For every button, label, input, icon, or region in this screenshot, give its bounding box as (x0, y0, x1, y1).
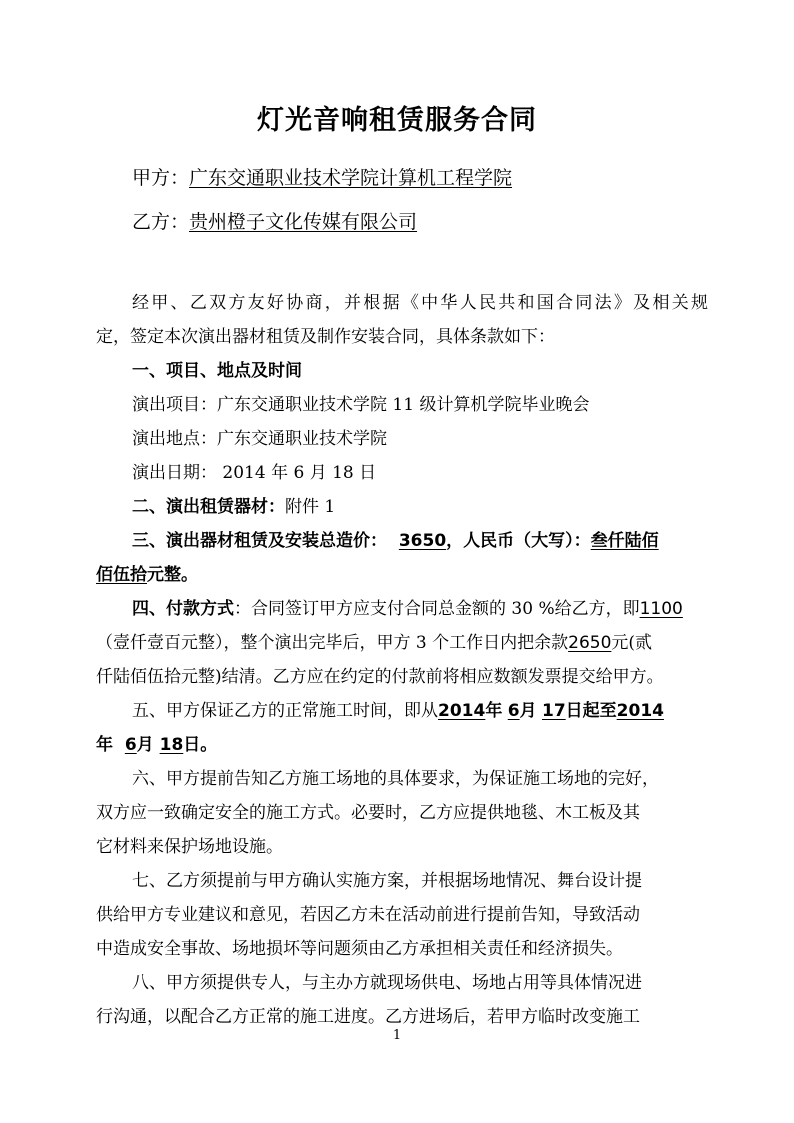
section-7-line-1: 七、乙方须提前与甲方确认实施方案，并根据场地情况、舞台设计提 (132, 871, 642, 891)
end-day: 18 (159, 735, 184, 755)
section-2-heading: 二、演出租赁器材： (132, 497, 285, 517)
section-1-heading: 一、项目、地点及时间 (132, 361, 302, 381)
section-4-text-3: 元(贰 (611, 633, 653, 653)
section-6-line-1: 六、甲方提前告知乙方施工场地的具体要求，为保证施工场地的完好， (132, 769, 659, 789)
party-b (132, 207, 417, 234)
rmb-value-part-2: 佰伍拾 (96, 565, 147, 585)
section-4-line-3: 仟陆佰伍拾元整)结清。乙方应在约定的付款前将相应数额发票提交给甲方。 (96, 667, 664, 687)
section-7-line-3: 中造成安全事故、场地损坏等问题须由乙方承担相关责任和经济损失。 (96, 939, 623, 959)
end-year-unit: 年 (96, 735, 113, 755)
project-line: 演出项目：广东交通职业技术学院 11 级计算机学院毕业晚会 (132, 395, 590, 415)
start-year-unit: 年 (485, 701, 503, 721)
section-4-line-2 (96, 626, 708, 660)
location-line: 演出地点：广东交通职业技术学院 (132, 429, 387, 449)
party-b-value: 贵州橙子文化传媒有限公司 (189, 211, 418, 233)
section-5-line-1 (96, 694, 708, 728)
section-4-text-2: （壹仟壹百元整），整个演出完毕后，甲方 3 个工作日内把余款 (96, 633, 569, 653)
section-5-line-2 (96, 728, 708, 762)
section-5-text: 五、甲方保证乙方的正常施工时间，即从 (132, 701, 438, 721)
intro-line-2: 定，签定本次演出器材租赁及制作安装合同，具体条款如下： (96, 327, 555, 347)
rmb-label: ，人民币（大写）： (446, 531, 591, 551)
intro-line-1: 经甲、乙双方友好协商，并根据《中华人民共和国合同法》及相关规 (132, 293, 708, 313)
party-b-label: 乙方： (132, 211, 190, 233)
start-month-unit: 月 (519, 701, 537, 721)
balance-amount: 2650 (568, 633, 612, 653)
contract-body (96, 286, 708, 1034)
end-month: 6 (124, 735, 137, 755)
party-a-value: 广东交通职业技术学院计算机工程学院 (189, 167, 513, 189)
section-2-value: 附件 1 (285, 497, 336, 517)
date-line: 演出日期： 2014 年 6 月 18 日 (132, 463, 377, 483)
start-month: 6 (507, 701, 520, 721)
section-8-line-1: 八、甲方须提供专人，与主办方就现场供电、场地占用等具体情况进 (132, 973, 642, 993)
section-3-line-1 (96, 524, 708, 558)
page-number: 1 (392, 1028, 402, 1043)
total-amount: 3650 (398, 531, 447, 551)
end-month-unit: 月 (136, 735, 154, 755)
deposit-amount: 1100 (639, 599, 683, 619)
end-year: 2014 (616, 701, 664, 721)
section-6-line-2: 双方应一致确定安全的施工方式。必要时，乙方应提供地毯、木工板及其 (96, 803, 640, 823)
section-7-line-2: 供给甲方专业建议和意见，若因乙方未在活动前进行提前告知，导致活动 (96, 905, 640, 925)
section-3-heading: 三、演出器材租赁及安装总造价： (132, 531, 387, 551)
section-2-line (96, 490, 708, 524)
section-4-text-1: ：合同签订甲方应支付合同总金额的 30 %给乙方，即 (234, 599, 640, 619)
end-day-unit: 日。 (183, 735, 218, 755)
section-4-line-1 (96, 592, 708, 626)
document-title: 灯光音响租赁服务合同 (257, 105, 537, 136)
start-day: 17 (541, 701, 566, 721)
party-a (132, 163, 512, 190)
section-4-heading: 四、付款方式 (132, 599, 234, 619)
rmb-value-part-1: 叁仟陆佰 (590, 531, 659, 551)
start-year: 2014 (438, 701, 486, 721)
party-a-label: 甲方： (132, 167, 190, 189)
section-8-line-2: 行沟通，以配合乙方正常的施工进度。乙方进场后，若甲方临时改变施工 (96, 1007, 640, 1027)
start-day-unit: 日起至 (565, 701, 617, 721)
section-3-line-2 (96, 558, 708, 592)
section-6-line-3: 它材料来保护场地设施。 (96, 837, 283, 857)
rmb-suffix: 元整。 (147, 565, 198, 585)
